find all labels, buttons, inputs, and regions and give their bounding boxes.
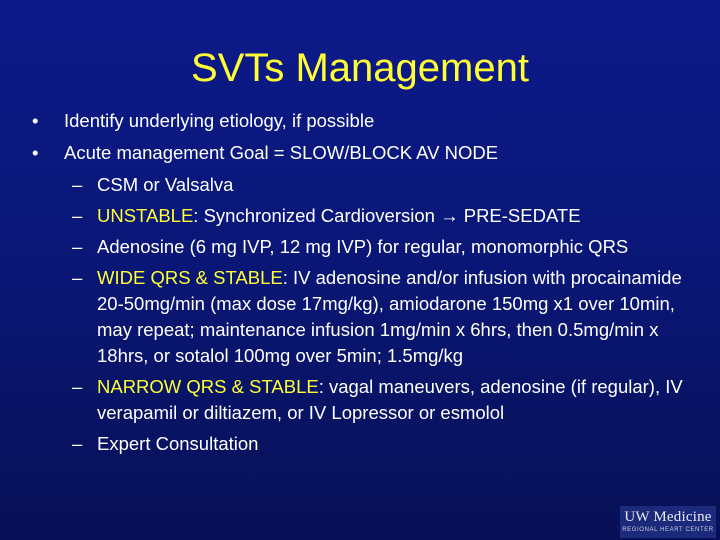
bullet-marker: • xyxy=(32,110,39,131)
slide-title: SVTs Management xyxy=(191,46,529,90)
dash-marker: – xyxy=(72,205,83,226)
highlight-text: UNSTABLE xyxy=(97,205,194,226)
logo-main-text: UW Medicine xyxy=(624,509,712,525)
sub-bullet-item xyxy=(0,431,720,457)
sub-bullet-text: CSM or Valsalva xyxy=(97,174,234,195)
bullet-text: Identify underlying etiology, if possible xyxy=(64,110,375,131)
sub-bullet-text: Expert Consultation xyxy=(97,433,259,454)
sub-bullet-text: : vagal maneuvers, adenosine (if regular), IV verapamil or diltiazem, or IV Lopressor or esmolol xyxy=(97,376,683,423)
logo-sub-text: REGIONAL HEART CENTER xyxy=(622,527,714,533)
bullet-list xyxy=(0,108,720,462)
highlight-text: WIDE QRS & STABLE xyxy=(97,267,283,288)
dash-marker: – xyxy=(72,376,83,397)
sub-bullet-text: : IV adenosine and/or infusion with procainamide 20-50mg/min (max dose 17mg/kg), amiodarone 150mg x1 over 10min, may repeat; maintenance infusion 1mg/min x 6hrs, then 0.5mg/min x 18hrs, or sotalol 100mg over 5min; 1.5mg/kg xyxy=(97,267,682,366)
bullet-item xyxy=(0,140,720,166)
dash-marker: – xyxy=(72,433,83,454)
sub-bullet-item xyxy=(0,234,720,260)
sub-bullet-text: : Synchronized Cardioversion → PRE-SEDATE xyxy=(193,205,581,226)
sub-bullet-item xyxy=(0,172,720,198)
bullet-marker: • xyxy=(32,142,39,163)
uw-medicine-logo xyxy=(620,506,716,538)
sub-bullet-item xyxy=(0,374,720,426)
dash-marker: – xyxy=(72,236,83,257)
highlight-text: NARROW QRS & STABLE xyxy=(97,376,319,397)
sub-bullet-item xyxy=(0,265,720,369)
bullet-text: Acute management Goal = SLOW/BLOCK AV NODE xyxy=(64,142,499,163)
bullet-item xyxy=(0,108,720,134)
sub-bullet-text: Adenosine (6 mg IVP, 12 mg IVP) for regular, monomorphic QRS xyxy=(97,236,629,257)
dash-marker: – xyxy=(72,174,83,195)
sub-bullet-item xyxy=(0,203,720,229)
dash-marker: – xyxy=(72,267,83,288)
